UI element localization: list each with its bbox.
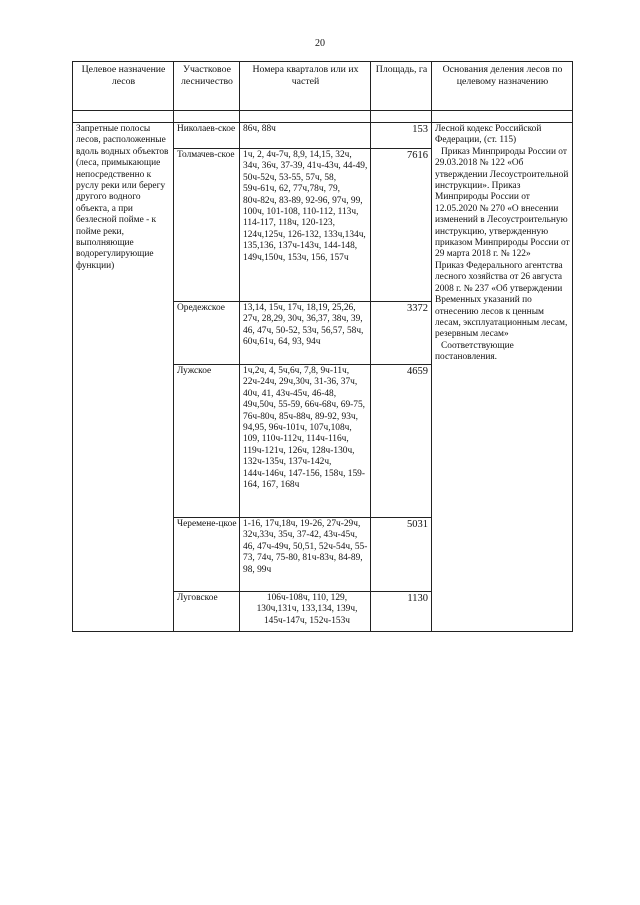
basis-line: Лесной кодекс Российской Федерации, (ст. 115) xyxy=(435,124,542,146)
spacer-row xyxy=(73,111,573,123)
district-cell: Толмачев-ское xyxy=(174,149,239,302)
page-number: 20 xyxy=(315,38,325,49)
district-cell: Черемене-цкое xyxy=(174,518,239,592)
header-area: Площадь, га xyxy=(371,62,432,111)
basis-line: Соответствующие постановления. xyxy=(435,340,514,363)
basis-line: Приказ Федерального агентства лесного хозяйства от 26 августа 2008 г. № 237 «Об утверждении Временных указаний по отнесению лесов к ценным лесам, эксплуатационным лесам, резервным лесам» xyxy=(435,260,568,340)
purpose-text: Запретные полосы лесов, расположенные вдоль водных объектов (леса, примыкающие непосредственно к руслу реки или берегу другого водного объекта, а при безлесной пойме - к пойме реки, выполняющие водорегулирующие функции) xyxy=(76,124,169,271)
area-cell: 3372 xyxy=(371,302,431,365)
forest-purpose-table xyxy=(72,61,573,632)
district-cell: Лужское xyxy=(174,365,239,518)
header-basis: Основания деления лесов по целевому назначению xyxy=(432,62,573,111)
area-cell: 4659 xyxy=(371,365,431,518)
quarters-cell: 86ч, 88ч xyxy=(240,123,370,149)
area-cell: 5031 xyxy=(371,518,431,592)
quarters-cell: 1ч, 2, 4ч-7ч, 8,9, 14,15, 32ч, 34ч, 36ч, 37-39, 41ч-43ч, 44-49, 50ч-52ч, 53-55, 57ч, 58, 59ч-61ч, 62, 77ч,78ч, 79, 80ч-82ч, 83-89, 92-96, 97ч, 99, 100ч, 101-108, 110-112, 113ч, 114-117, 118ч, 120-123, 124ч,125ч, 126-132, 133ч,134ч, 135,136, 137ч-143ч, 144-148, 149ч,150ч, 153ч, 156, 157ч xyxy=(240,149,370,302)
quarters-cell: 13,14, 15ч, 17ч, 18,19, 25,26, 27ч, 28,29, 30ч, 36,37, 38ч, 39, 46, 47ч, 50-52, 53ч, 56,57, 58ч, 60ч,61ч, 64, 93, 94ч xyxy=(240,302,370,365)
quarters-cell: 106ч-108ч, 110, 129, 130ч,131ч, 133,134, 139ч, 145ч-147ч, 152ч-153ч xyxy=(256,593,358,626)
purpose-cell xyxy=(73,123,174,632)
district-cell: Оредежское xyxy=(174,302,239,365)
district-cell: Луговское xyxy=(177,593,218,603)
district-column xyxy=(174,123,240,632)
header-district: Участковое лесничество xyxy=(174,62,240,111)
quarters-cell: 1-16, 17ч,18ч, 19-26, 27ч-29ч, 32ч,33ч, 35ч, 37-42, 43ч-45ч, 46, 47ч-49ч, 50,51, 52ч-54ч, 55-73, 74ч, 75-80, 81ч-83ч, 84-89, 98, 99ч xyxy=(240,518,370,592)
quarters-cell: 1ч,2ч, 4, 5ч,6ч, 7,8, 9ч-11ч, 22ч-24ч, 29ч,30ч, 31-36, 37ч, 40ч, 41, 43ч-45ч, 46-48, 49ч,50ч, 55-59, 66ч-68ч, 69-75, 76ч-80ч, 85ч-88ч, 89-92, 93ч, 94,95, 96ч-101ч, 107ч,108ч, 109, 110ч-112ч, 114ч-116ч, 119ч-121ч, 126ч, 128ч-130ч, 132ч-135ч, 137ч-142ч, 144ч-146ч, 147-156, 158ч, 159-164, 167, 168ч xyxy=(240,365,370,518)
table-header-row xyxy=(73,62,573,111)
area-column xyxy=(371,123,432,632)
quarters-column xyxy=(240,123,371,632)
table-row xyxy=(73,123,573,632)
district-cell: Николаев-ское xyxy=(174,123,239,149)
header-quarters: Номера кварталов или их частей xyxy=(240,62,371,111)
area-cell: 1130 xyxy=(407,593,428,604)
header-purpose: Целевое назначение лесов xyxy=(73,62,174,111)
area-cell: 153 xyxy=(371,123,431,149)
basis-cell xyxy=(432,123,573,632)
area-cell: 7616 xyxy=(371,149,431,302)
basis-line: Приказ Минприроды России от 29.03.2018 № 122 «Об утверждении Лесоустроительной инструкции». Приказ Минприроды России от 12.05.2020 № 270 «О внесении изменений в Лесоустроительную инструкцию, утвержденную приказом Минприроды России от 29 марта 2018 г. № 122» xyxy=(435,146,570,260)
